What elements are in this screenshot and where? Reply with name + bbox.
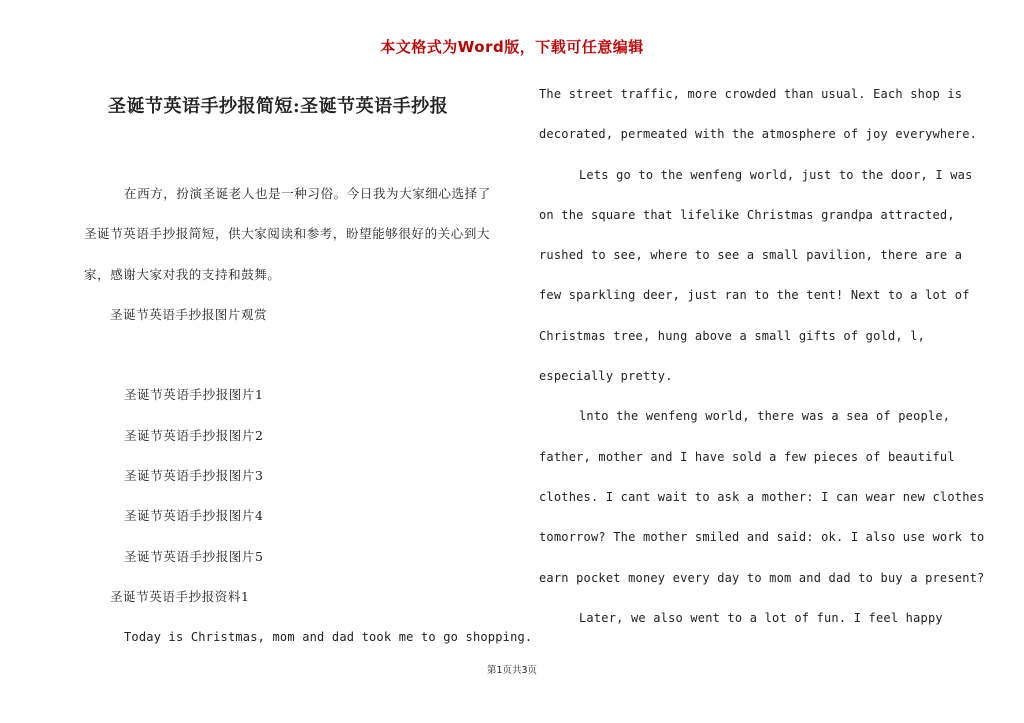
paragraph-line: tomorrow? The mother smiled and said: ok. I also use work to xyxy=(539,530,985,545)
picture-item: 圣诞节英语手抄报图片5 xyxy=(124,548,264,564)
paragraph-line: on the square that lifelike Christmas grandpa attracted, xyxy=(539,207,955,222)
paragraph-line: Christmas tree, hung above a small gifts of gold, l, xyxy=(539,328,926,343)
intro-line: 在西方，扮演圣诞老人也是一种习俗。今日我为大家细心选择了 xyxy=(124,186,491,201)
picture-item: 圣诞节英语手抄报图片3 xyxy=(124,468,264,484)
page-indicator: 第1页共3页 xyxy=(486,665,538,676)
left-column xyxy=(84,174,533,658)
document-title: 圣诞节英语手抄报简短:圣诞节英语手抄报 xyxy=(108,96,449,117)
paragraph-line: lnto the wenfeng world, there was a sea of people, xyxy=(579,409,951,424)
right-column xyxy=(539,74,985,638)
paragraph-line: Later, we also went to a lot of fun. I feel happy xyxy=(579,610,943,625)
paragraph-line: The street traffic, more crowded than usual. Each shop is xyxy=(539,87,963,101)
gallery-heading: 圣诞节英语手抄报图片观赏 xyxy=(110,306,268,322)
paragraph-line: decorated, permeated with the atmosphere of joy everywhere. xyxy=(539,127,978,142)
paragraph-line: clothes. I cant wait to ask a mother: I can wear new clothes xyxy=(539,489,985,504)
paragraph-line: father, mother and I have sold a few pieces of beautiful xyxy=(539,449,955,464)
paragraph-line: rushed to see, where to see a small pavilion, there are a xyxy=(539,248,963,263)
picture-item: 圣诞节英语手抄报图片4 xyxy=(124,508,264,524)
intro-line: 家，感谢大家对我的支持和鼓舞。 xyxy=(84,266,281,282)
paragraph-line: earn pocket money every day to mom and dad to buy a present? xyxy=(539,570,985,585)
english-paragraph-start: Today is Christmas, mom and dad took me to go shopping. xyxy=(124,630,533,645)
picture-item: 圣诞节英语手抄报图片2 xyxy=(124,427,264,443)
material-heading: 圣诞节英语手抄报资料1 xyxy=(110,588,250,604)
paragraph-line: few sparkling deer, just ran to the tent! Next to a lot of xyxy=(539,288,970,303)
paragraph-line: Lets go to the wenfeng world, just to the door, I was xyxy=(579,167,973,182)
paragraph-line: especially pretty. xyxy=(539,369,673,384)
blank-line xyxy=(84,335,504,375)
document-banner: 本文格式为Word版，下载可任意编辑 xyxy=(380,38,644,56)
intro-line: 圣诞节英语手抄报简短，供大家阅读和参考，盼望能够很好的关心到大 xyxy=(84,226,491,242)
picture-item: 圣诞节英语手抄报图片1 xyxy=(124,387,264,403)
